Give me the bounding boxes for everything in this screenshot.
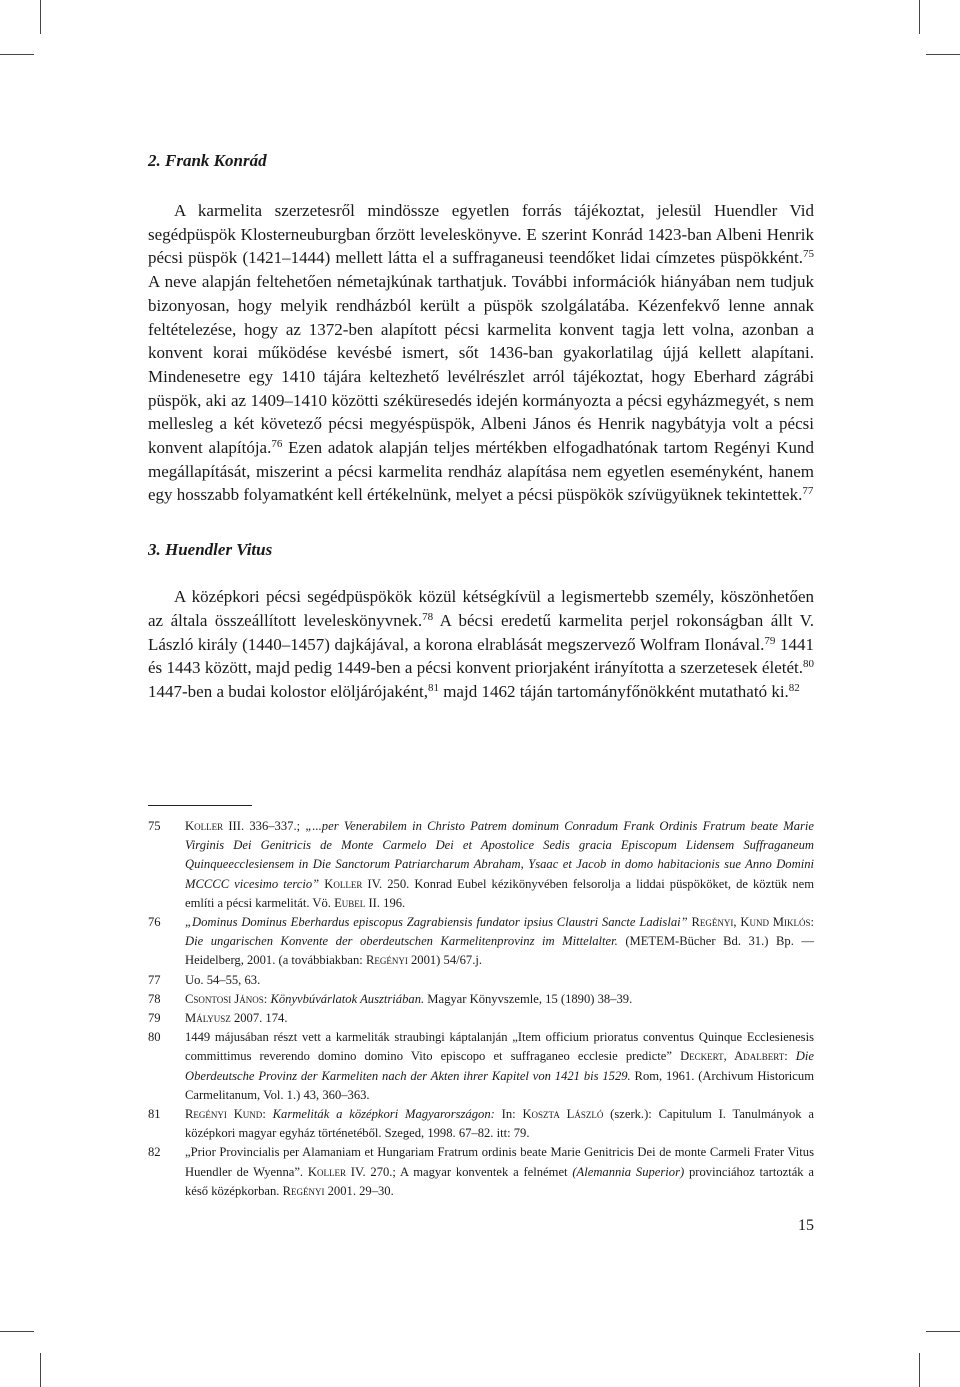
footnote-text: Regényi Kund: Karmeliták a középkori Magyarországon: In: Koszta László (szerk.): Capitulum I. Tanulmányok a középkori magyar egyház történetéből. Szeged, 1998. 67–82. itt: 79. xyxy=(185,1107,814,1141)
footnote-number: 80 xyxy=(148,1030,161,1045)
footnote xyxy=(148,1028,814,1105)
footnote-number: 79 xyxy=(148,1011,161,1026)
footnote-ref[interactable]: 75 xyxy=(803,248,814,261)
footnote xyxy=(148,1143,814,1201)
footnote xyxy=(148,1009,814,1028)
section-heading: 2. Frank Konrád xyxy=(148,151,267,170)
footnote-ref[interactable]: 78 xyxy=(422,610,434,623)
footnote-ref[interactable]: 76 xyxy=(271,438,283,451)
footnote-number: 82 xyxy=(148,1145,161,1160)
footnote xyxy=(148,913,814,971)
footnote-ref[interactable]: 82 xyxy=(788,681,800,694)
footnote-text: „Dominus Dominus Eberhardus episcopus Zagrabiensis fundator ipsius Claustri Sancte Ladislai” Regényi, Kund Miklós: Die ungarischen Konvente der oberdeutschen Karmelitenprovinz im Mittelalter. (METEM-Bücher Bd. 31.) Bp. — Heidelberg, 2001. (a továbbiakban: Regényi 2001) 54/67.j. xyxy=(185,915,814,968)
paragraph: A karmelita szerzetesről mindössze egyetlen forrás tájékoztat, jelesül Huendler Vid segédpüspök Klosterneuburgban őrzött leveleskönyve. E szerint Konrád 1423-ban Albeni Henrik pécsi püspök (1421–1444) mellett látta el a suffraganeusi teendőket lidai címzetes püspökként.$^{75}$ A neve alapján feltehetően németajkúnak tarthatjuk. További információk hiányában nem tudjuk bizonyosan, hogy melyik rendházból került a püspök szolgálatába. Kézenfekvő lenne annak feltételezése, hogy az 1372-ben alapított pécsi karmelita konvent tagja lett volna, azonban a konvent korai működése kevésbé ismert, sőt 1436-ban gyakorlatilag újjá kellett alapítani. Mindenesetre egy 1410 tájára keltezhető levélrészlet arról tájékoztat, hogy Eberhard zágrábi püspök, aki az 1409–1410 közötti széküresedés idején kormányozta a pécsi egyházmegyét, s nem mellesleg a két követező pécsi megyéspüspök, Albeni János és Henrik nagybátyja volt a pécsi konvent alapítója.$^{76}$ Ezen adatok alapján teljes mértékben elfogadhatónak tartom Regényi Kund megállapítását, miszerint a pécsi karmelita rendház alapítása nem egyetlen eseményként, hanem egy hosszabb folyamatként kell értékelnünk, melyet a pécsi püspökök szívügyüknek tekintettek.$^{77}$ xyxy=(148,201,814,505)
footnote xyxy=(148,971,814,990)
footnote-text: „Prior Provincialis per Alamaniam et Hungariam Fratrum ordinis beate Marie Genitricis Dei de monte Carmeli Frater Vitus Huendler de Wyenna”. Koller IV. 270.; A magyar konventek a felnémet (Alemannia Superior) provinciához tartozták a késő középkorban. Regényi 2001. 29–30. xyxy=(185,1145,814,1198)
footnote-text: Uo. 54–55, 63. xyxy=(185,972,261,987)
footnote-number: 81 xyxy=(148,1107,161,1122)
footnote xyxy=(148,990,814,1009)
crop-mark xyxy=(40,1353,41,1387)
footnote-ref[interactable]: 79 xyxy=(764,634,776,647)
footnote-text: 1449 májusában részt vett a karmeliták straubingi káptalanján „Item officium prioratus conventus Quinque Ecclesienesis committimus reverendo domino domino Vito episcopo et suffraganeo ecclesie predicte” Deckert, Adalbert: Die Oberdeutsche Provinz der Karmeliten nach der Akten ihrer Kapitel von 1421 bis 1529. Rom, 1961. (Archivum Historicum Carmelitanum, Vol. 1.) 43, 360–363. xyxy=(185,1030,814,1102)
footnote-number: 76 xyxy=(148,915,161,930)
page-number: 15 xyxy=(798,1217,814,1234)
main-text xyxy=(148,150,814,704)
footnote-number: 78 xyxy=(148,991,161,1006)
footnote-text: Koller III. 336–337.; „...per Venerabilem in Christo Patrem dominum Conradum Frank Ordinis Fratrum beate Marie Virginis Dei Genitricis de Monte Carmelo Dei et Apostolice Sedis gracia Episcopum Lidensem Suffraganeum Quinqueecclesiensem in Die Sanctorum Patriarcharum Abraham, Ysaac et Jacob in domo habitacionis sue Anno Domini MCCCC vicesimo tercio” Koller IV. 250. Konrad Eubel kézikönyvében felsorolja a liddai püspököket, de köztük nem említi a pécsi karmelitát. Vö. Eubel II. 196. xyxy=(185,819,815,910)
footnote-text: Csontosi János: Könyvbúvárlatok Ausztriában. Magyar Könyvszemle, 15 (1890) 38–39. xyxy=(185,991,633,1006)
crop-mark xyxy=(926,54,960,55)
footnote-number: 75 xyxy=(148,819,161,833)
crop-mark xyxy=(40,0,41,34)
footnote-number: 77 xyxy=(148,972,161,987)
crop-mark xyxy=(926,1331,960,1332)
footnote-ref[interactable]: 77 xyxy=(802,485,814,498)
footnote-rule xyxy=(148,805,252,806)
footnotes xyxy=(148,817,814,1201)
footnote-ref[interactable]: 80 xyxy=(803,658,814,671)
crop-mark xyxy=(0,1331,34,1332)
footnote-ref[interactable]: 81 xyxy=(427,681,439,694)
footnote-text: Mályusz 2007. 174. xyxy=(185,1011,288,1026)
footnote xyxy=(148,817,814,913)
crop-mark xyxy=(0,54,34,55)
crop-mark xyxy=(919,0,920,34)
paragraph: A középkori pécsi segédpüspökök közül kétségkívül a legismertebb személy, köszönhetően az általa összeállított leveleskönyvnek.$^{78}$ A bécsi eredetű karmelita perjel rokonságban állt V. László király (1440–1457) dajkájával, a korona elrablását megszervező Wolfram Ilonával.$^{79}$ 1441 és 1443 között, majd pedig 1449-ben a pécsi konvent priorjaként irányította a szerzetesek életét.$^{80}$ 1447-ben a budai kolostor elöljárójaként,$^{81}$ majd 1462 táján tartományfőnökként mutatható ki.$^{82}$ xyxy=(148,587,815,701)
section-heading: 3. Huendler Vitus xyxy=(148,540,273,560)
crop-mark xyxy=(919,1353,920,1387)
footnote xyxy=(148,1105,814,1143)
